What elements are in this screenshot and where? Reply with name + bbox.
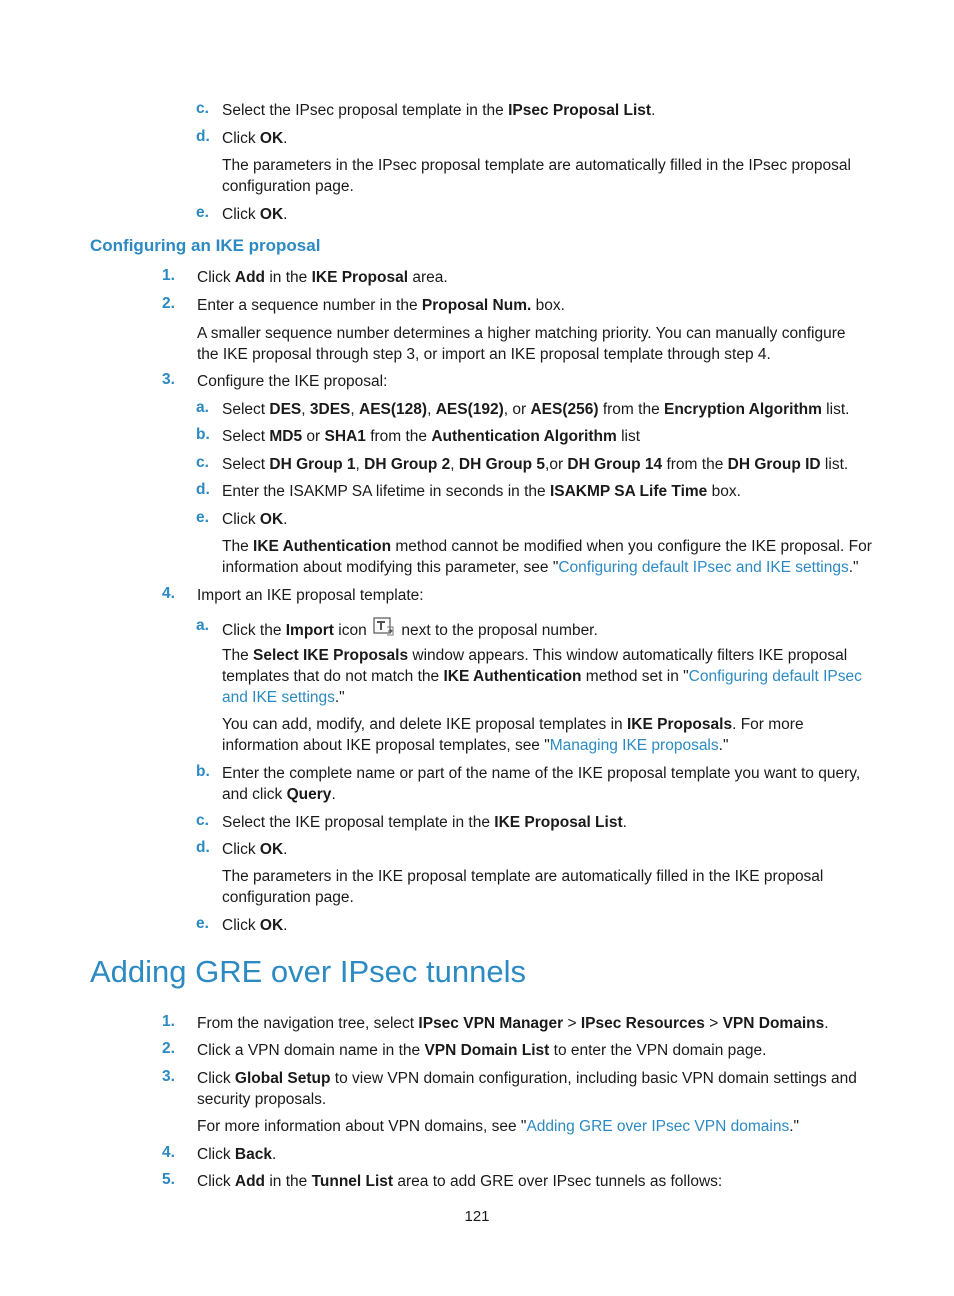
substep-text: Click the Import icon next to the proposal number.	[222, 617, 882, 641]
substep-text: Select DES, 3DES, AES(128), AES(192), or AES(256) from the Encryption Algorithm list.	[222, 401, 850, 418]
substep-label: d.	[196, 481, 210, 498]
substep-text: Select MD5 or SHA1 from the Authentication Algorithm list	[222, 428, 641, 445]
substep-text: Click OK.	[222, 130, 288, 147]
link-adding-gre-vpn-domains[interactable]: Adding GRE over IPsec VPN domains	[526, 1118, 790, 1135]
substep-label: b.	[196, 763, 210, 780]
substep-text: Click OK.	[222, 841, 288, 858]
step-text: Click Back.	[197, 1146, 277, 1163]
substep-label: c.	[196, 812, 209, 829]
step-text: Import an IKE proposal template:	[197, 587, 424, 604]
step-text: Configure the IKE proposal:	[197, 373, 388, 390]
substep-label: c.	[196, 100, 209, 117]
substep-text: Enter the ISAKMP SA lifetime in seconds in the ISAKMP SA Life Time box.	[222, 483, 741, 500]
section-heading-gre: Adding GRE over IPsec tunnels	[90, 954, 526, 989]
substep-label: d.	[196, 839, 210, 856]
step-note: A smaller sequence number determines a higher matching priority. You can manually configure the IKE proposal through step 3, or import an IKE proposal template through step 4.	[197, 325, 846, 363]
step-number: 4.	[162, 585, 175, 602]
step-text: Click Global Setup to view VPN domain configuration, including basic VPN domain settings and security proposals.	[197, 1070, 857, 1108]
substep-text: Select DH Group 1, DH Group 2, DH Group 5,or DH Group 14 from the DH Group ID list.	[222, 456, 849, 473]
step-number: 5.	[162, 1171, 175, 1188]
substep-text: Click OK.	[222, 917, 288, 934]
step-note: For more information about VPN domains, see "Adding GRE over IPsec VPN domains."	[197, 1118, 800, 1135]
step-text: From the navigation tree, select IPsec VPN Manager > IPsec Resources > VPN Domains.	[197, 1015, 829, 1032]
substep-note: The parameters in the IPsec proposal template are automatically filled in the IPsec proposal configuration page.	[222, 157, 851, 195]
step-number: 2.	[162, 1040, 175, 1057]
substep-text: Click OK.	[222, 511, 288, 528]
substep-label: d.	[196, 128, 210, 145]
step-number: 4.	[162, 1144, 175, 1161]
substep-label: e.	[196, 509, 209, 526]
substep-text: Select the IKE proposal template in the IKE Proposal List.	[222, 814, 627, 831]
substep-text: Click OK.	[222, 206, 288, 223]
section-heading-ike: Configuring an IKE proposal	[90, 236, 321, 255]
substep-note: The parameters in the IKE proposal template are automatically filled in the IKE proposal configuration page.	[222, 868, 824, 906]
substep-note: You can add, modify, and delete IKE proposal templates in IKE Proposals. For more information about IKE proposal templates, see "Managing IKE proposals."	[222, 716, 804, 754]
substep-label: e.	[196, 204, 209, 221]
link-configuring-default-ipsec-ike[interactable]: Configuring default IPsec and IKE settings	[558, 559, 849, 576]
step-number: 1.	[162, 1013, 175, 1030]
step-text: Click Add in the IKE Proposal area.	[197, 269, 448, 286]
substep-label: a.	[196, 617, 209, 634]
step-number: 1.	[162, 267, 175, 284]
link-configuring-default-ipsec-ike[interactable]: Configuring default IPsec and IKE settings	[222, 668, 862, 706]
substep-text: Enter the complete name or part of the name of the IKE proposal template you want to query, and click Query.	[222, 765, 861, 803]
step-number: 2.	[162, 295, 175, 312]
page-number: 121	[464, 1208, 490, 1225]
substep-label: a.	[196, 399, 209, 416]
substep-note: The IKE Authentication method cannot be modified when you configure the IKE proposal. For information about modifying this parameter, see "Configuring default IPsec and IKE settings."	[222, 538, 872, 576]
step-number: 3.	[162, 371, 175, 388]
import-icon[interactable]	[373, 617, 395, 635]
step-text: Click Add in the Tunnel List area to add GRE over IPsec tunnels as follows:	[197, 1173, 723, 1190]
link-managing-ike-proposals[interactable]: Managing IKE proposals	[549, 737, 719, 754]
substep-note: The Select IKE Proposals window appears. This window automatically filters IKE proposal templates that do not match the IKE Authentication method set in "Configuring default IPsec and IKE settings."	[222, 647, 862, 706]
step-text: Enter a sequence number in the Proposal Num. box.	[197, 297, 565, 314]
substep-label: b.	[196, 426, 210, 443]
step-text: Click a VPN domain name in the VPN Domain List to enter the VPN domain page.	[197, 1042, 767, 1059]
substep-label: e.	[196, 915, 209, 932]
step-number: 3.	[162, 1068, 175, 1085]
substep-text: Select the IPsec proposal template in the IPsec Proposal List.	[222, 102, 656, 119]
substep-label: c.	[196, 454, 209, 471]
